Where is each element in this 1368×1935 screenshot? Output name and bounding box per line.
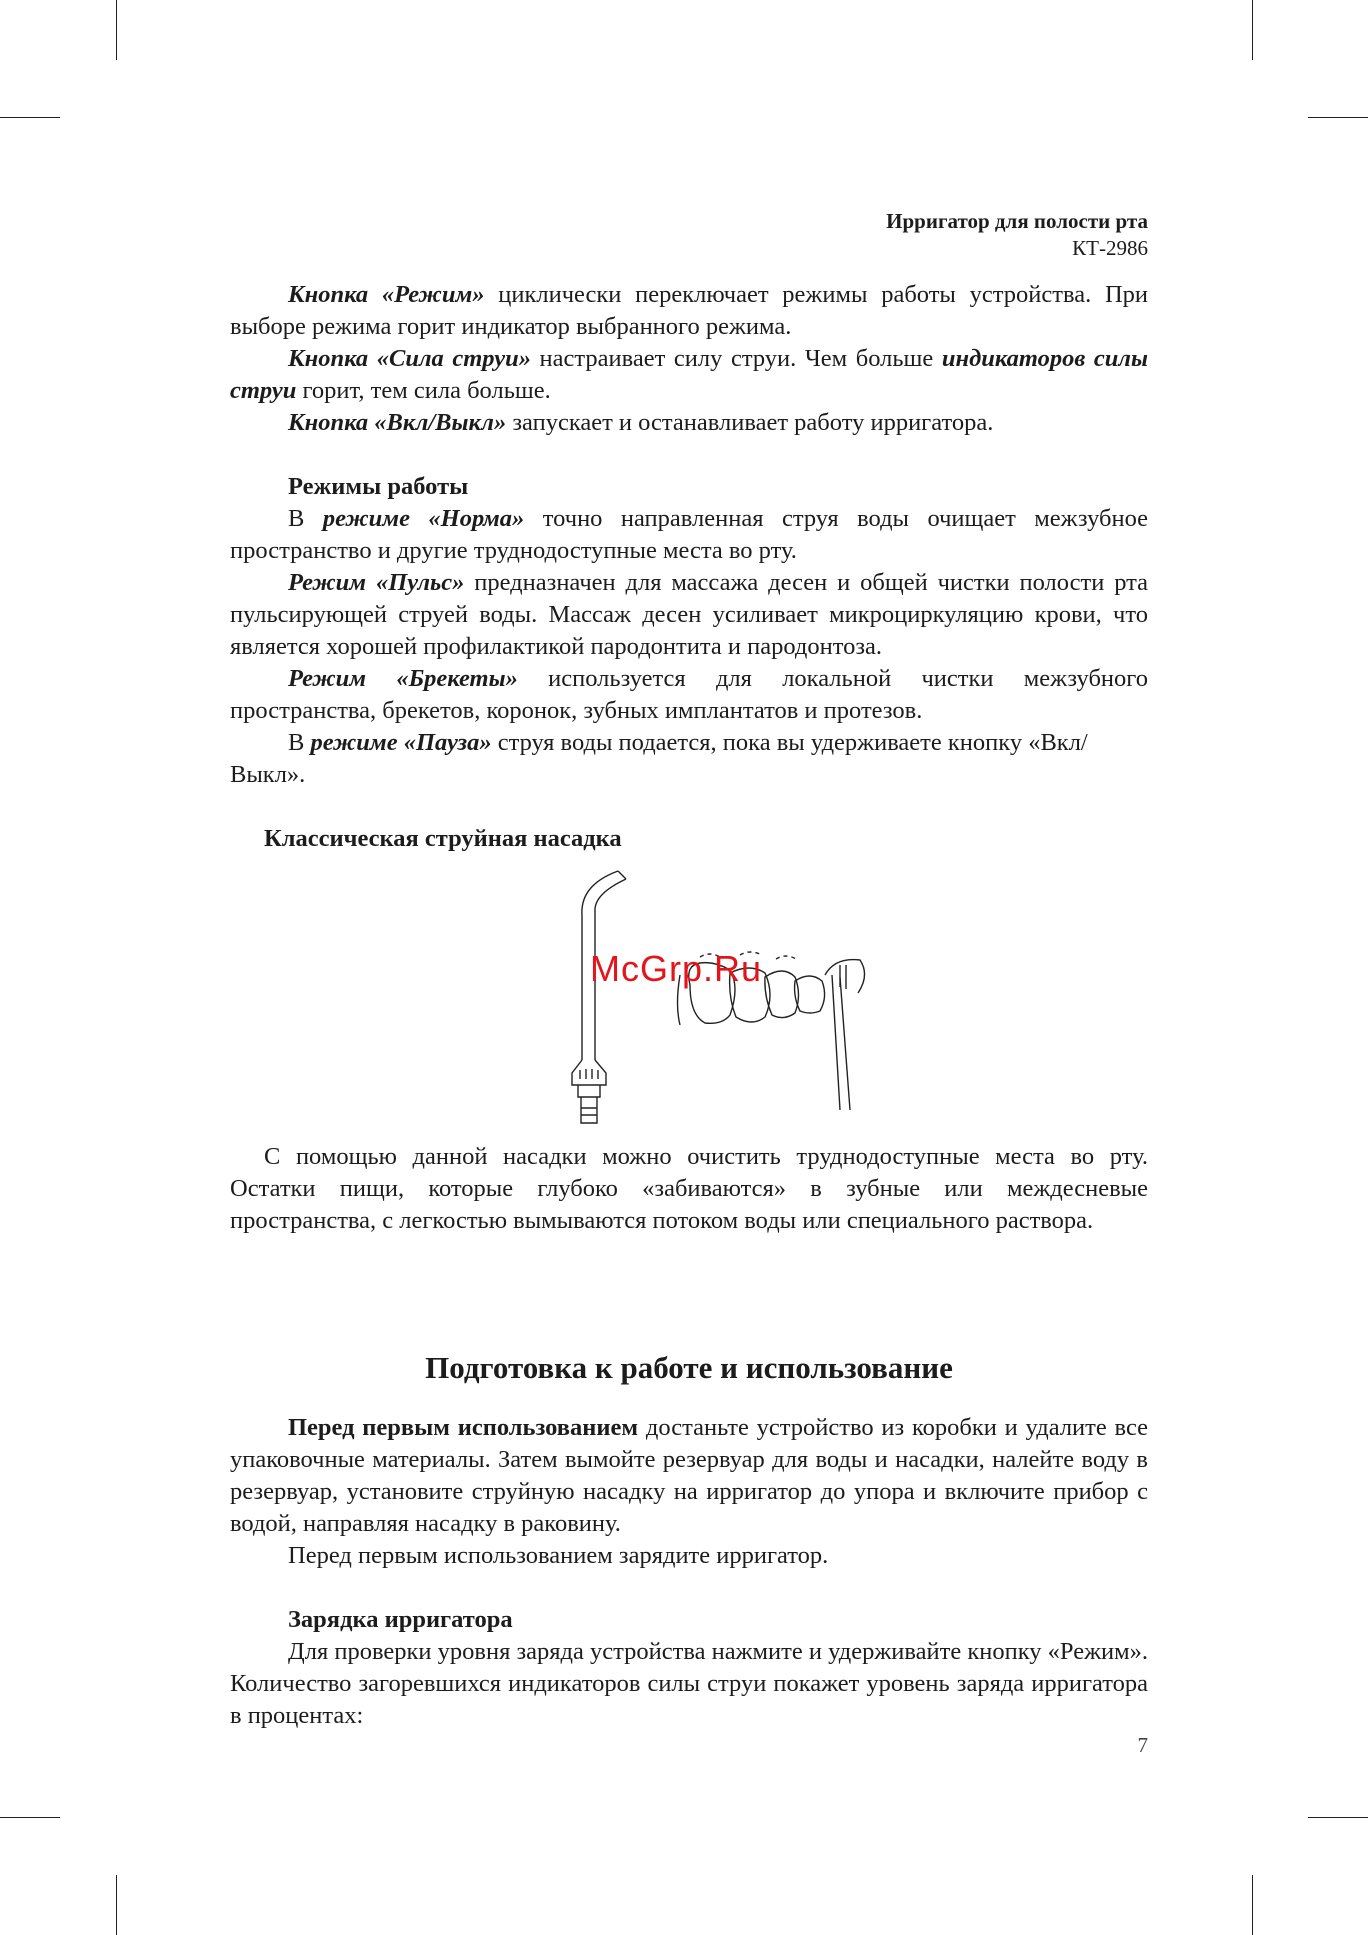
term-power-button: Кнопка «Сила струи» bbox=[288, 345, 531, 372]
crop-mark bbox=[0, 1817, 60, 1818]
crop-mark bbox=[116, 0, 117, 60]
crop-mark bbox=[1252, 1875, 1253, 1935]
header-model: КТ-2986 bbox=[1072, 236, 1148, 260]
term-onoff-button: Кнопка «Вкл/Выкл» bbox=[288, 409, 507, 436]
charge-heading: Зарядка ирригатора bbox=[288, 1606, 513, 1633]
term-first-use: Перед первым использованием bbox=[288, 1414, 639, 1441]
paragraph-mode-button bbox=[230, 279, 1148, 343]
paragraph-first-use bbox=[230, 1412, 1148, 1540]
paragraph-charge: Для проверки уровня заряда устройства нажмите и удерживайте кнопку «Режим». Количество загоревшихся индикаторов силы струи покажет уровень заряда ирригатора в процентах: bbox=[230, 1638, 1148, 1729]
nozzle-illustration bbox=[540, 865, 880, 1130]
paragraph-charge-before: Перед первым использованием зарядите ирригатор. bbox=[288, 1542, 829, 1569]
running-header bbox=[886, 208, 1148, 262]
paragraph-text: предназначен для массажа десен и общей чистки полости рта пульсирующей струей воды. Массаж десен усиливает микроциркуляцию крови, что является хорошей профилактикой пародонтита и пародонтоза. bbox=[230, 569, 1149, 660]
paragraph-mode-braces bbox=[230, 663, 1148, 727]
page-number: 7 bbox=[1137, 1733, 1148, 1757]
section-title: Подготовка к работе и использование bbox=[425, 1350, 953, 1385]
nozzle-description bbox=[230, 1141, 1148, 1237]
modes-heading: Режимы работы bbox=[288, 473, 469, 500]
paragraph-text: достаньте устройство из коробки и удалите все упаковочные материалы. Затем вымойте резервуар для воды и насадки, налейте воду в резервуар, установите струйную насадку на ирригатор до упора и включите прибор с водой, направляя насадку в раковину. bbox=[230, 1414, 1148, 1537]
nozzle-heading: Классическая струйная насадка bbox=[264, 825, 622, 852]
term-mode-pulse: Режим «Пульс» bbox=[288, 569, 465, 596]
paragraph-text: В bbox=[288, 729, 311, 756]
crop-mark bbox=[0, 117, 60, 118]
term-power-indicators: индикаторов силы струи bbox=[230, 345, 1148, 404]
paragraph-text: настраивает силу струи. Чем больше bbox=[530, 345, 942, 372]
term-mode-button: Кнопка «Режим» bbox=[288, 281, 485, 308]
paragraph-text: В bbox=[288, 505, 323, 532]
paragraph-text: используется для локальной чистки межзубного пространства, брекетов, коронок, зубных имплантатов и протезов. bbox=[230, 665, 1148, 724]
body-text-bottom bbox=[230, 1412, 1148, 1732]
paragraph-onoff-button bbox=[230, 407, 1148, 439]
paragraph-text: точно направленная струя воды очищает межзубное пространство и другие труднодоступные места во рту. bbox=[230, 505, 1149, 564]
paragraph-mode-pause bbox=[230, 727, 1148, 791]
term-mode-pause: режиме «Пауза» bbox=[310, 729, 492, 756]
crop-mark bbox=[1252, 0, 1253, 60]
paragraph-text: горит, тем сила больше. bbox=[296, 377, 551, 404]
term-mode-braces: Режим «Брекеты» bbox=[288, 665, 518, 692]
paragraph-nozzle: С помощью данной насадки можно очистить труднодоступные места во рту. Остатки пищи, которые глубоко «забиваются» в зубные или междесневые пространства, с легкостью вымываются потоком воды или специального раствора. bbox=[230, 1143, 1148, 1234]
paragraph-mode-pulse bbox=[230, 567, 1148, 663]
paragraph-text: струя воды подается, пока вы удерживаете кнопку «Вкл/Выкл». bbox=[230, 729, 1088, 788]
paragraph-power-button bbox=[230, 343, 1148, 407]
crop-mark bbox=[1308, 1817, 1368, 1818]
watermark: McGrp.Ru bbox=[590, 948, 763, 989]
paragraph-mode-norm bbox=[230, 503, 1148, 567]
body-text-top bbox=[230, 279, 1148, 855]
header-title: Ирригатор для полости рта bbox=[886, 209, 1148, 233]
crop-mark bbox=[1308, 117, 1368, 118]
crop-mark bbox=[116, 1875, 117, 1935]
paragraph-text: запускает и останавливает работу ирригатора. bbox=[506, 409, 994, 436]
paragraph-text: циклически переключает режимы работы устройства. При выборе режима горит индикатор выбранного режима. bbox=[230, 281, 1149, 340]
term-mode-norm: режиме «Норма» bbox=[322, 505, 525, 532]
